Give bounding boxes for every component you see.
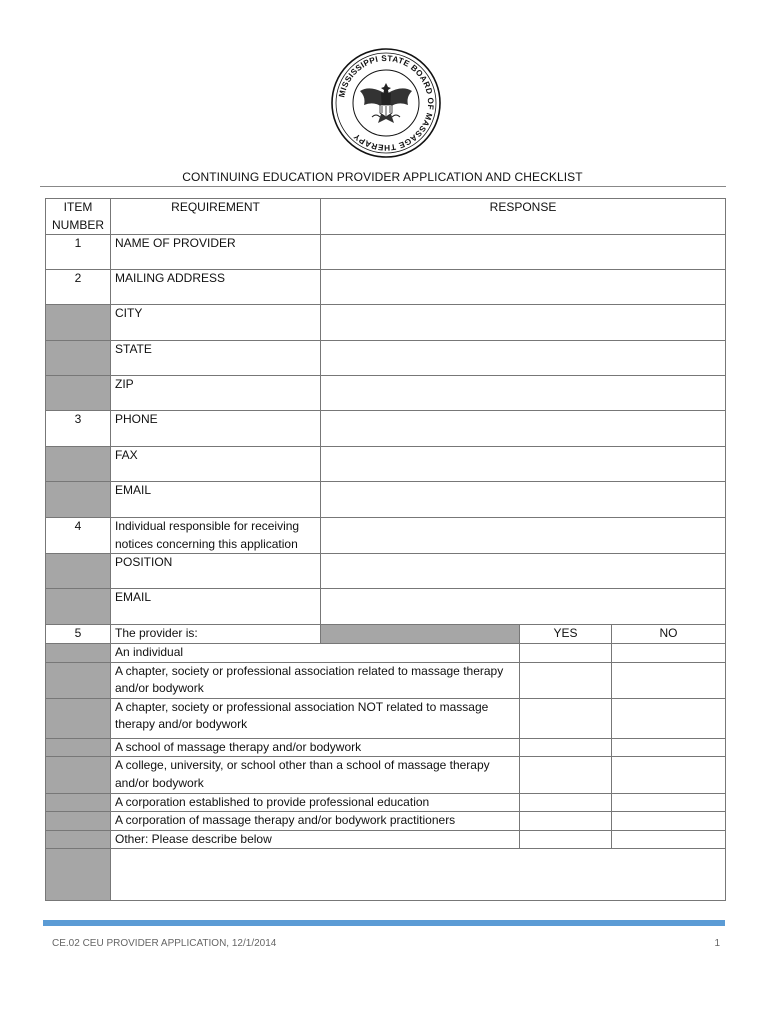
no-checkbox[interactable] [612, 643, 726, 662]
shaded-number-cell [46, 738, 111, 757]
provider-option-label: A chapter, society or professional association related to massage therapy and/or bodywork [111, 662, 520, 698]
requirement-label: EMAIL [111, 589, 321, 625]
provider-option-row [46, 757, 726, 793]
provider-question: The provider is: [111, 625, 321, 644]
table-row [46, 447, 726, 482]
requirement-label: CITY [111, 305, 321, 341]
yes-checkbox[interactable] [520, 643, 612, 662]
provider-option-label: A college, university, or school other than a school of massage therapy and/or bodywork [111, 757, 520, 793]
yes-checkbox[interactable] [520, 757, 612, 793]
table-row [46, 518, 726, 554]
item-number: 3 [46, 411, 111, 447]
other-description-row [46, 849, 726, 901]
response-field[interactable] [321, 270, 726, 305]
response-field[interactable] [321, 305, 726, 341]
no-checkbox[interactable] [612, 698, 726, 738]
requirement-label: EMAIL [111, 482, 321, 518]
shaded-number-cell [46, 793, 111, 812]
provider-option-row [46, 812, 726, 831]
shaded-number-cell [46, 482, 111, 518]
shaded-number-cell [46, 662, 111, 698]
response-field[interactable] [321, 235, 726, 270]
table-row [46, 554, 726, 589]
requirement-label: MAILING ADDRESS [111, 270, 321, 305]
no-column-header: NO [612, 625, 726, 644]
table-row [46, 235, 726, 270]
shaded-number-cell [46, 447, 111, 482]
no-checkbox[interactable] [612, 738, 726, 757]
response-field[interactable] [321, 589, 726, 625]
provider-option-label: Other: Please describe below [111, 830, 520, 849]
yes-checkbox[interactable] [520, 698, 612, 738]
requirement-header: REQUIREMENT [111, 199, 321, 235]
no-checkbox[interactable] [612, 662, 726, 698]
requirement-label: ZIP [111, 376, 321, 411]
provider-question-row [46, 625, 726, 644]
response-field[interactable] [321, 376, 726, 411]
item-number: 1 [46, 235, 111, 270]
item-number: 4 [46, 518, 111, 554]
eagle-icon [360, 83, 412, 123]
shaded-number-cell [46, 757, 111, 793]
yes-checkbox[interactable] [520, 738, 612, 757]
yes-checkbox[interactable] [520, 793, 612, 812]
no-checkbox[interactable] [612, 812, 726, 831]
table-header-row [46, 199, 726, 235]
response-header: RESPONSE [321, 199, 726, 235]
requirement-label: STATE [111, 341, 321, 376]
item-number: 5 [46, 625, 111, 644]
no-checkbox[interactable] [612, 757, 726, 793]
table-row [46, 482, 726, 518]
shaded-number-cell [46, 589, 111, 625]
response-field[interactable] [321, 518, 726, 554]
requirement-label: Individual responsible for receiving notices concerning this application [111, 518, 321, 554]
item-number: 2 [46, 270, 111, 305]
response-field[interactable] [321, 411, 726, 447]
shaded-number-cell [46, 830, 111, 849]
response-field[interactable] [321, 447, 726, 482]
shaded-number-cell [46, 643, 111, 662]
shaded-response-cell [321, 625, 520, 644]
shaded-number-cell [46, 698, 111, 738]
shaded-number-cell [46, 305, 111, 341]
page-number: 1 [714, 938, 720, 949]
requirement-label: FAX [111, 447, 321, 482]
response-field[interactable] [321, 341, 726, 376]
item-number-header: ITEM NUMBER [46, 199, 111, 235]
shaded-number-cell [46, 341, 111, 376]
no-checkbox[interactable] [612, 830, 726, 849]
table-row [46, 341, 726, 376]
provider-option-row [46, 698, 726, 738]
requirement-label: POSITION [111, 554, 321, 589]
yes-checkbox[interactable] [520, 662, 612, 698]
shaded-number-cell [46, 812, 111, 831]
page-title: CONTINUING EDUCATION PROVIDER APPLICATION AND CHECKLIST [182, 170, 583, 184]
yes-column-header: YES [520, 625, 612, 644]
mississippi-state-seal [330, 47, 442, 159]
footer-divider [43, 920, 725, 926]
no-checkbox[interactable] [612, 793, 726, 812]
provider-option-label: A chapter, society or professional association NOT related to massage therapy and/or bodywork [111, 698, 520, 738]
provider-option-label: A corporation of massage therapy and/or bodywork practitioners [111, 812, 520, 831]
title-divider [40, 186, 726, 187]
yes-checkbox[interactable] [520, 812, 612, 831]
provider-option-row [46, 793, 726, 812]
requirement-label: NAME OF PROVIDER [111, 235, 321, 270]
provider-option-row [46, 662, 726, 698]
shaded-number-cell [46, 554, 111, 589]
other-description-field[interactable] [111, 849, 726, 901]
response-field[interactable] [321, 554, 726, 589]
footer-document-id: CE.02 CEU PROVIDER APPLICATION, 12/1/2014 [52, 938, 277, 949]
shaded-number-cell [46, 849, 111, 901]
table-row [46, 411, 726, 447]
table-row [46, 376, 726, 411]
table-row [46, 589, 726, 625]
provider-option-row [46, 643, 726, 662]
shaded-number-cell [46, 376, 111, 411]
provider-option-label: A school of massage therapy and/or bodywork [111, 738, 520, 757]
provider-checklist-table [45, 198, 726, 901]
provider-option-row [46, 830, 726, 849]
table-row [46, 305, 726, 341]
provider-option-label: A corporation established to provide professional education [111, 793, 520, 812]
response-field[interactable] [321, 482, 726, 518]
requirement-label: PHONE [111, 411, 321, 447]
table-row [46, 270, 726, 305]
yes-checkbox[interactable] [520, 830, 612, 849]
provider-option-label: An individual [111, 643, 520, 662]
provider-option-row [46, 738, 726, 757]
seal-text: MISSISSIPPI STATE BOARD OF MASSAGE THERAPY [337, 53, 436, 153]
